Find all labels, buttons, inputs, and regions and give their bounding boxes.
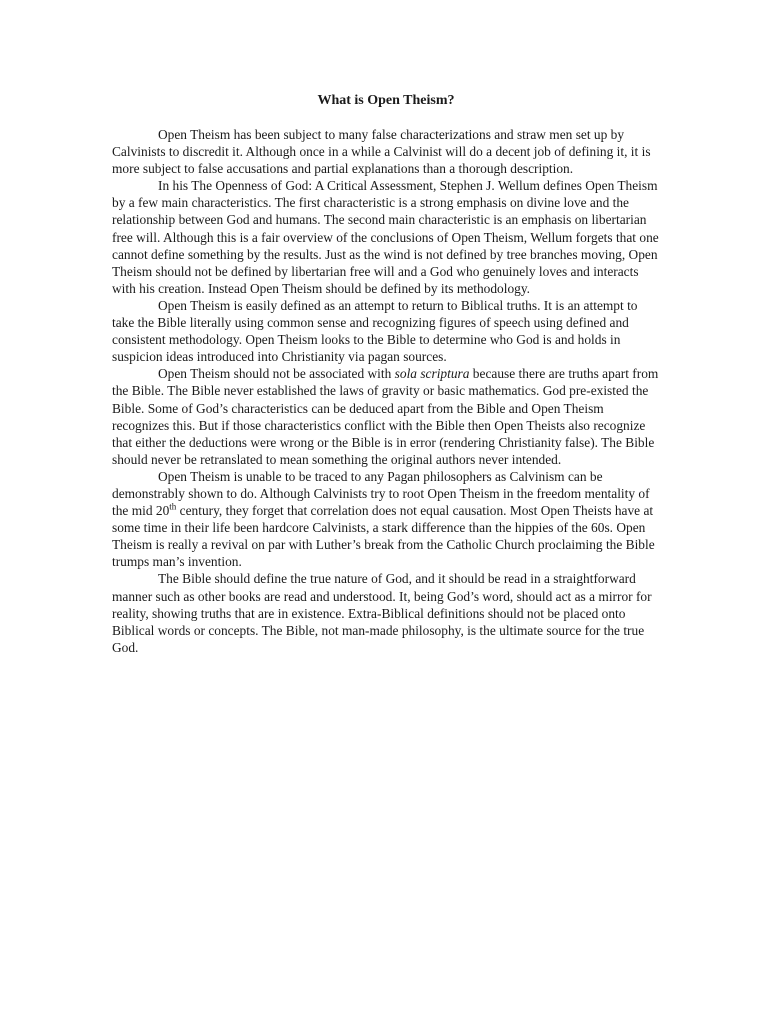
document-title: What is Open Theism? [317, 93, 455, 108]
paragraph-3: Open Theism is easily defined as an attempt to return to Biblical truths. It is an attempt to take the Bible literally using common sense and recognizing figures of speech using defined and consistent methodology. Open Theism looks to the Bible to determine who God is and holds in suspicion ideas introduced into Christianity via pagan sources. [112, 297, 638, 365]
paragraph-5-text-end: century, they forget that correlation does not equal causation. Most Open Theists have at some time in their life been hardcore Calvinists, a stark difference than the hippies of the 60s. Open Theism is really a revival on par with Luther’s break from the Catholic Church proclaiming the Bible trumps man’s invention. [112, 503, 655, 570]
paragraph-4-italic-term: sola scriptura [394, 366, 470, 382]
paragraph-2: In his The Openness of God: A Critical Assessment, Stephen J. Wellum defines Open Theism by a few main characteristics. The first characteristic is a strong emphasis on divine love and the relationship between God and humans. The second main characteristic is an emphasis on libertarian free will. Although this is a fair overview of the conclusions of Open Theism, Wellum forgets that one cannot define something by the results. Just as the wind is not defined by tree branches moving, Open Theism should not be defined by libertarian free will and a God who genuinely loves and interacts with his creation. Instead Open Theism should be defined by its methodology. [112, 178, 659, 296]
paragraph-4 [112, 365, 660, 468]
paragraph-5-text-start: Open Theism is unable to be traced to any Pagan philosophers as Calvinism can be demonstrably shown to do. Although Calvinists try to root Open Theism in the freedom mentality of the mid 20 [112, 468, 650, 519]
document-body [112, 126, 660, 656]
paragraph-1: Open Theism has been subject to many false characterizations and straw men set up by Calvinists to discredit it. Although once in a while a Calvinist will do a decent job of defining it, it is more subject to false accusations and partial explanations than a thorough description. [112, 127, 651, 177]
paragraph-4-text-end: because there are truths apart from the Bible. The Bible never established the laws of gravity or basic mathematics. God pre-existed the Bible. Some of God’s characteristics can be deduced apart from the Bible and Open Theism recognizes this. But if those characteristics conflict with the Bible then Open Theists also recognize that either the deductions were wrong or the Bible is in error (rendering Christianity false). The Bible should never be retranslated to mean something the original authors never intended. [112, 366, 659, 467]
paragraph-6: The Bible should define the true nature of God, and it should be read in a straightforward manner such as other books are read and understood. It, being God’s word, should act as a mirror for reality, showing truths that are in existence. Extra-Biblical definitions should not be placed onto Biblical words or concepts. The Bible, not man-made philosophy, is the ultimate source for the true God. [112, 571, 652, 655]
paragraph-5 [112, 468, 660, 571]
document-page [112, 92, 660, 656]
paragraph-4-text-start: Open Theism should not be associated with [158, 366, 395, 382]
paragraph-5-superscript: th [169, 501, 177, 512]
